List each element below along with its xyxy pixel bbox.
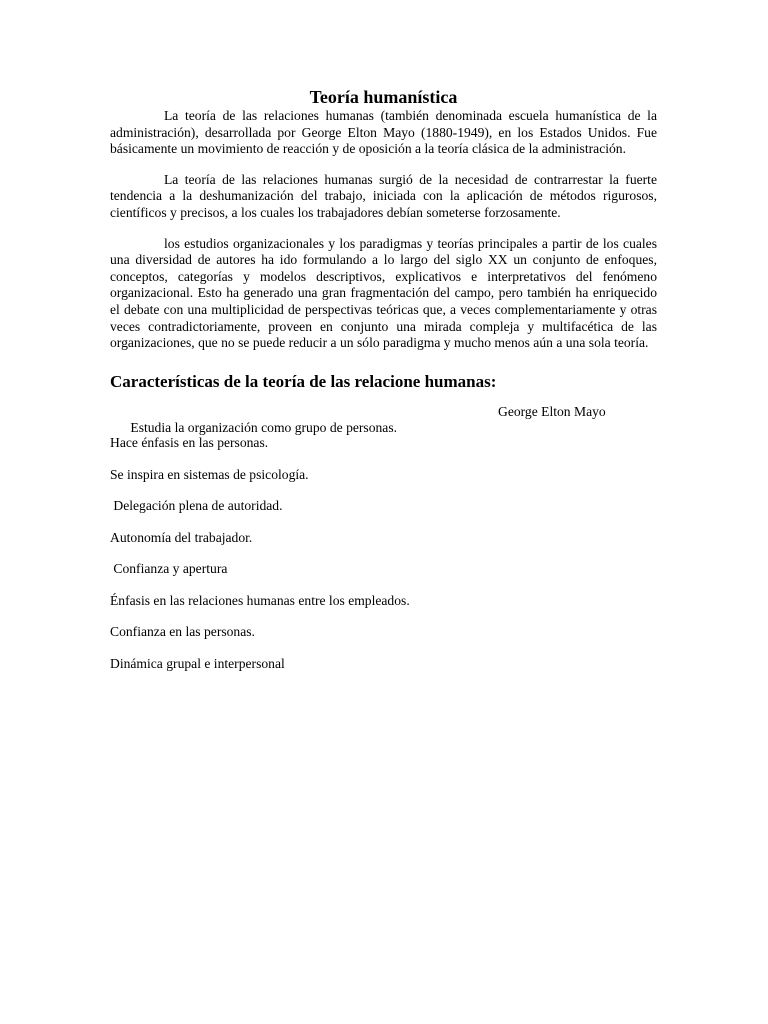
list-item-text: Dinámica grupal e interpersonal [110, 655, 285, 671]
list-item-text: Hace énfasis en las personas. [110, 435, 269, 451]
author-note: George Elton Mayo [498, 403, 606, 419]
list-item-text: Autonomía del trabajador. [110, 529, 253, 545]
paragraph-origin: La teoría de las relaciones humanas surgió de la necesidad de contrarrestar la fuerte tendencia a la deshumanización del trabajo, iniciada con la aplicación de métodos rigurosos, científicos y precisos, a los cuales los trabajadores debían someterse forzosamente. [110, 171, 657, 220]
paragraph-intro: La teoría de las relaciones humanas (también denominada escuela humanística de la administración), desarrollada por George Elton Mayo (1880-1949), en los Estados Unidos. Fue básicamente un movimiento de reacción y de oposición a la teoría clásica de la administración. [110, 108, 657, 157]
list-item [110, 467, 657, 483]
list-item-text: Delegación plena de autoridad. [110, 498, 283, 514]
list-item [110, 593, 657, 609]
document-page [110, 86, 657, 687]
list-item [110, 656, 657, 672]
list-item [110, 403, 657, 435]
document-title: Teoría humanística [309, 87, 458, 107]
list-item [110, 435, 657, 451]
list-item-text: Se inspira en sistemas de psicología. [110, 466, 309, 482]
list-item [110, 624, 657, 640]
list-item-text: Énfasis en las relaciones humanas entre los empleados. [110, 592, 410, 608]
list-item [110, 530, 657, 546]
list-item-text: Confianza y apertura [110, 561, 228, 577]
paragraph-organizational-studies: los estudios organizacionales y los paradigmas y teorías principales a partir de los cuales una diversidad de autores ha ido formulando a lo largo del siglo XX un conjunto de enfoques, conceptos, categorías y modelos descriptivos, explicativos e interpretativos del fenómeno organizacional. Esto ha generado una gran fragmentación del campo, pero también ha enriquecido el debate con una multiplicidad de perspectivas teóricas que, a veces complementariamente y otras veces contradictoriamente, proveen en conjunto una mirada compleja y multifacética de las organizaciones, que no se puede reducir a un sólo paradigma y mucho menos aún a una sola teoría. [110, 235, 657, 351]
list-item-text: Estudia la organización como grupo de personas. [130, 419, 398, 435]
list-item [110, 561, 657, 577]
list-item-text: Confianza en las personas. [110, 624, 255, 640]
list-item [110, 498, 657, 514]
section-heading-characteristics: Características de la teoría de las relacione humanas: [110, 371, 497, 391]
characteristics-list [110, 404, 657, 672]
